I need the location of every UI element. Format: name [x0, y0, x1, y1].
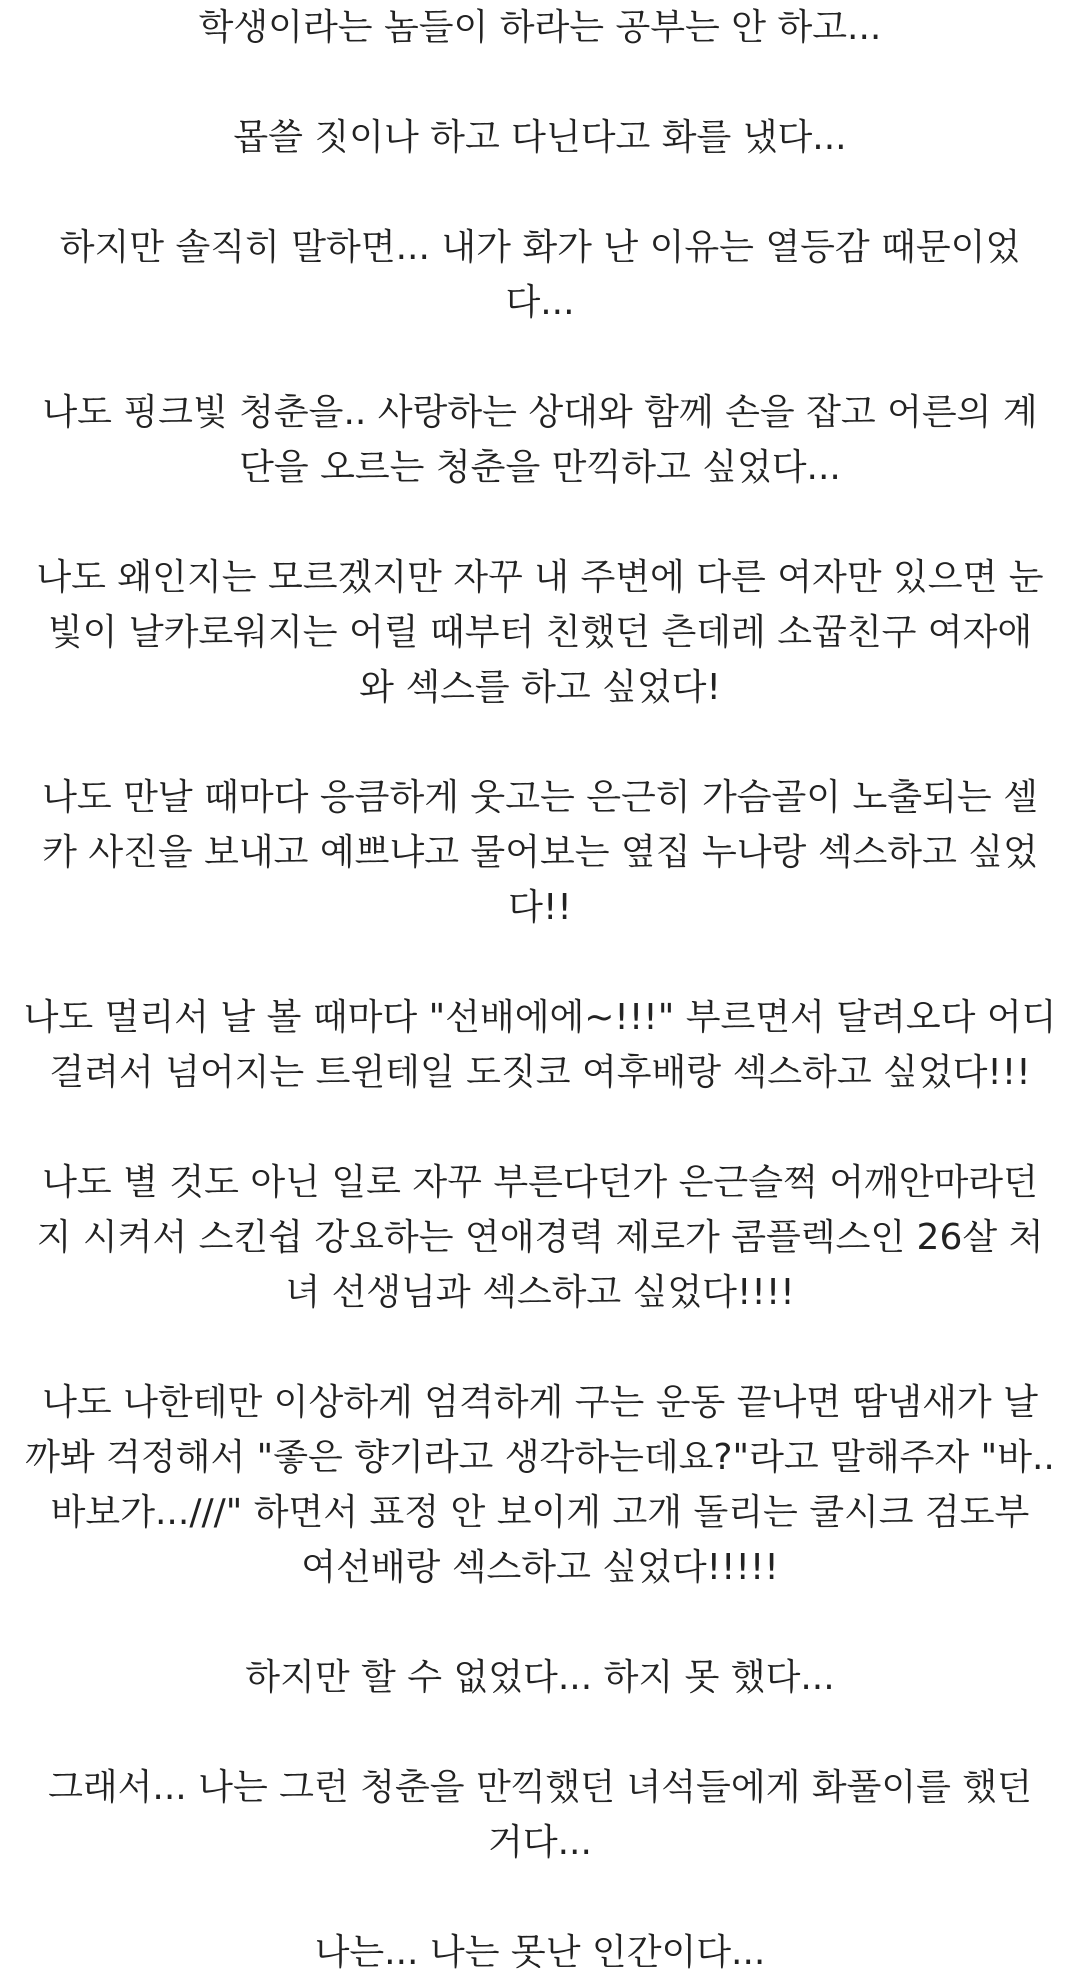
text-line: 단을 오르는 청춘을 만끽하고 싶었다... [239, 447, 841, 488]
paragraph-8 [20, 1155, 1060, 1320]
text-line: 걸려서 넘어지는 트윈테일 도짓코 여후배랑 섹스하고 싶었다!!! [49, 1052, 1031, 1093]
text-line: 와 섹스를 하고 싶었다! [359, 667, 721, 708]
paragraph-5 [20, 550, 1060, 715]
paragraph-12 [20, 1925, 1060, 1980]
text-line: 다!! [508, 887, 572, 928]
text-line: 나도 핑크빛 청춘을.. 사랑하는 상대와 함께 손을 잡고 어른의 계 [42, 392, 1038, 433]
text-line: 빛이 날카로워지는 어릴 때부터 친했던 츤데레 소꿉친구 여자애 [47, 612, 1033, 653]
text-line: 녀 선생님과 섹스하고 싶었다!!!! [285, 1272, 795, 1313]
text-line: 나도 만날 때마다 응큼하게 웃고는 은근히 가슴골이 노출되는 셀 [42, 777, 1038, 818]
text-line: 나도 나한테만 이상하게 엄격하게 구는 운동 끝나면 땀냄새가 날 [42, 1382, 1038, 1423]
text-line: 거다... [488, 1822, 592, 1863]
paragraph-3 [20, 220, 1060, 330]
text-line: 몹쓸 짓이나 하고 다닌다고 화를 냈다... [233, 117, 847, 158]
text-line: 다... [505, 282, 575, 323]
paragraph-4 [20, 385, 1060, 495]
text-line: 카 사진을 보내고 예쁘냐고 물어보는 옆집 누나랑 섹스하고 싶었 [42, 832, 1038, 873]
text-line: 나도 멀리서 날 볼 때마다 "선배에에~!!!" 부르면서 달려오다 어디 [23, 997, 1057, 1038]
paragraph-7 [20, 990, 1060, 1100]
text-line: 하지만 할 수 없었다... 하지 못 했다... [245, 1657, 835, 1698]
text-line: 나도 왜인지는 모르겠지만 자꾸 내 주변에 다른 여자만 있으면 눈 [36, 557, 1044, 598]
paragraph-10 [20, 1650, 1060, 1705]
paragraph-6 [20, 770, 1060, 935]
paragraph-1 [20, 0, 1060, 55]
text-line: 까봐 걱정해서 "좋은 향기라고 생각하는데요?"라고 말해주자 "바.. [25, 1437, 1055, 1478]
text-line: 지 시켜서 스킨쉽 강요하는 연애경력 제로가 콤플렉스인 26살 처 [36, 1217, 1044, 1258]
text-line: 학생이라는 놈들이 하라는 공부는 안 하고... [198, 7, 882, 48]
paragraph-11 [20, 1760, 1060, 1870]
paragraph-2 [20, 110, 1060, 165]
text-line: 나는... 나는 못난 인간이다... [314, 1932, 766, 1973]
text-line: 그래서... 나는 그런 청춘을 만끽했던 녀석들에게 화풀이를 했던 [48, 1767, 1032, 1808]
text-line: 여선배랑 섹스하고 싶었다!!!!! [301, 1547, 779, 1588]
text-line: 나도 별 것도 아닌 일로 자꾸 부른다던가 은근슬쩍 어깨안마라던 [42, 1162, 1038, 1203]
text-line: 하지만 솔직히 말하면... 내가 화가 난 이유는 열등감 때문이었 [59, 227, 1021, 268]
paragraph-9 [20, 1375, 1060, 1595]
text-line: 바보가...///" 하면서 표정 안 보이게 고개 돌리는 쿨시크 검도부 [50, 1492, 1030, 1533]
